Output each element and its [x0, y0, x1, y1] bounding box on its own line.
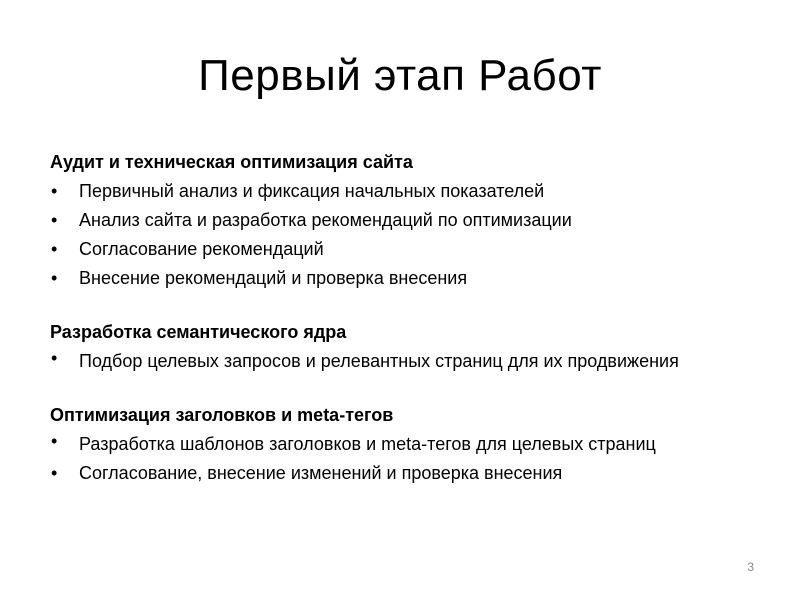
page-number: 3	[747, 560, 754, 574]
bullet-item	[50, 264, 750, 293]
bullet-item	[50, 177, 750, 206]
bullet-marker: •	[51, 268, 58, 288]
bullet-marker: •	[51, 431, 58, 451]
bullet-text: Внесение рекомендаций и проверка внесения	[79, 268, 468, 288]
bullet-list	[50, 347, 750, 376]
bullet-marker: •	[51, 181, 58, 201]
section-semantic-core	[50, 318, 750, 376]
section-heading: Аудит и техническая оптимизация сайта	[50, 152, 413, 172]
bullet-item	[50, 459, 750, 488]
section-heading: Оптимизация заголовков и meta-тегов	[50, 405, 394, 425]
bullet-marker: •	[51, 210, 58, 230]
bullet-item	[50, 235, 750, 264]
bullet-marker: •	[51, 239, 58, 259]
bullet-text: Анализ сайта и разработка рекомендаций по оптимизации	[79, 210, 572, 230]
bullet-item	[50, 430, 750, 459]
bullet-text: Согласование рекомендаций	[79, 239, 324, 259]
bullet-item	[50, 347, 750, 376]
bullet-text: Первичный анализ и фиксация начальных показателей	[79, 181, 545, 201]
bullet-text: Согласование, внесение изменений и проверка внесения	[79, 463, 563, 483]
section-meta-tags	[50, 401, 750, 488]
slide-content	[50, 148, 750, 513]
bullet-text: Разработка шаблонов заголовков и meta-тегов для целевых страниц	[79, 434, 656, 454]
bullet-item	[50, 206, 750, 235]
bullet-marker: •	[51, 348, 58, 368]
section-audit	[50, 148, 750, 293]
bullet-list	[50, 430, 750, 488]
bullet-list	[50, 177, 750, 293]
section-heading: Разработка семантического ядра	[50, 322, 347, 342]
bullet-marker: •	[51, 463, 58, 483]
slide-title: Первый этап Работ	[198, 51, 602, 100]
bullet-text: Подбор целевых запросов и релевантных страниц для их продвижения	[79, 351, 679, 371]
